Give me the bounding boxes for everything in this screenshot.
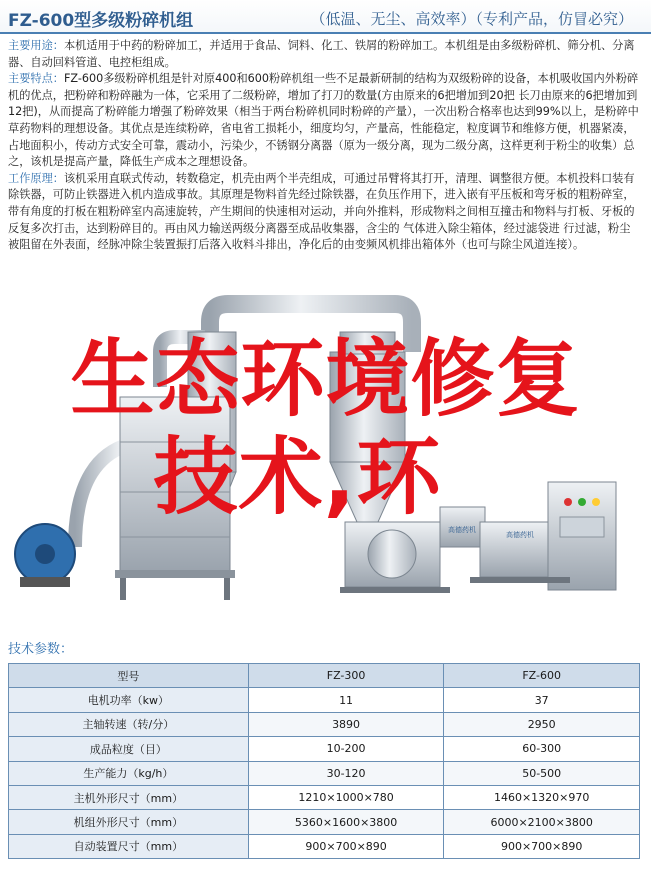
param-value: 5360×1600×3800 — [248, 810, 444, 834]
param-name: 生产能力（kg/h） — [9, 761, 249, 785]
params-table — [8, 663, 640, 859]
header-band — [0, 0, 651, 34]
param-value: 30-120 — [248, 761, 444, 785]
section-text: 本机适用于中药的粉碎加工，并适用于食品、饲料、化工、铁屑的粉碎加工。本机组是由多级粉碎机、筛分机、分离器、自动回料管道、电控柜组成。 — [8, 39, 635, 69]
section-label: 主要特点： — [8, 72, 64, 86]
param-value: 2950 — [444, 712, 640, 736]
table-row — [9, 785, 640, 809]
table-row — [9, 761, 640, 785]
section-features — [8, 71, 640, 171]
param-name: 机组外形尺寸（mm） — [9, 810, 249, 834]
table-row — [9, 834, 640, 858]
param-name: 电机功率（kw） — [9, 688, 249, 712]
table-header-row — [9, 664, 640, 688]
section-label: 主要用途： — [8, 39, 64, 52]
section-text: 该机采用直联式传动，转数稳定，机壳由两个半壳组成，可通过吊臂将其打开，清理、调整很方便。本机投料口装有除铁器，可防止铁器进入机内造成事故。其原理是物料首先经过除铁器，在负压作用下，进入嵌有平压板和弯牙板的粗粉碎室，带有角度的打板在粗粉碎室内高速旋转，产生期间的快速相对运动，并向外推料，形成物料之间相互撞击和物料与打板、牙板的反复多次打击，达到粉碎目的。再由风力输送两级分离器至成品收集器，含尘的 气体进入除尘箱体，经过滤袋进 行过滤，粉尘被阻留在外表面，经脉冲除尘装置振打后落入收料斗排出，净化后的由变频风机排出箱体外（也可与除尘风道连接）。 — [8, 171, 635, 252]
param-value: 1460×1320×970 — [444, 785, 640, 809]
section-usage — [8, 38, 640, 71]
params-heading: 技术参数： — [8, 642, 74, 657]
param-name: 主机外形尺寸（mm） — [9, 785, 249, 809]
machine-illustration — [0, 292, 651, 622]
param-value: 60-300 — [444, 737, 640, 761]
product-tagline: （低温、无尘、高效率）（专利产品，仿冒必究） — [310, 10, 633, 28]
header-cell: FZ-300 — [248, 664, 444, 688]
table-row — [9, 737, 640, 761]
param-value: 11 — [248, 688, 444, 712]
param-value: 900×700×890 — [248, 834, 444, 858]
machine-label-2: 高德药机 — [506, 531, 534, 539]
machine-label-1: 高德药机 — [448, 526, 476, 534]
section-principle — [8, 171, 640, 254]
table-row — [9, 810, 640, 834]
param-name: 主轴转速（转/分） — [9, 712, 249, 736]
param-name: 成品粒度（目） — [9, 737, 249, 761]
param-value: 10-200 — [248, 737, 444, 761]
product-title: FZ-600型多级粉碎机组 — [8, 11, 194, 31]
section-text: FZ-600多级粉碎机组是针对原400和600粉碎机组一些不足最新研制的结构为双级粉碎的设备，本机吸收国内外粉碎机的优点，把粉碎和粉碎融为一体，它采用了二级粉碎，增加了打刀的数量(方由原来的6把增加到20把 长刀由原来的6把增加到12把)，从而提高了粉碎能力增强了粉碎效果（相当于两台粉碎机同时粉碎的产量），一次出粉合格率也达到99%以上，是粉碎中草药物料的理想设备。其优点是连续粉碎，省电省工损耗小，细度均匀，产量高，性能稳定，粒度调节和维修方便，机器紧凑，占地面积小，传动方式安全可靠，震动小，污染少，不锈钢分离器（原为一级分离，现为二级分离，这样更利于粉尘的收集）总之，该机是提高产量，降低生产成本之理想设备。 — [8, 72, 639, 169]
table-row — [9, 712, 640, 736]
param-value: 6000×2100×3800 — [444, 810, 640, 834]
param-value: 1210×1000×780 — [248, 785, 444, 809]
param-value: 900×700×890 — [444, 834, 640, 858]
overlay-line-2: 技术,环 — [153, 428, 442, 526]
section-label: 工作原理： — [8, 171, 64, 185]
param-name: 自动装置尺寸（mm） — [9, 834, 249, 858]
machine-figure — [0, 292, 651, 622]
param-value: 37 — [444, 688, 640, 712]
header-cell: FZ-600 — [444, 664, 640, 688]
table-row — [9, 688, 640, 712]
overlay-line-1: 生态环境修复 — [70, 330, 581, 428]
header-cell: 型号 — [9, 664, 249, 688]
param-value: 3890 — [248, 712, 444, 736]
param-value: 50-500 — [444, 761, 640, 785]
description — [8, 38, 640, 254]
